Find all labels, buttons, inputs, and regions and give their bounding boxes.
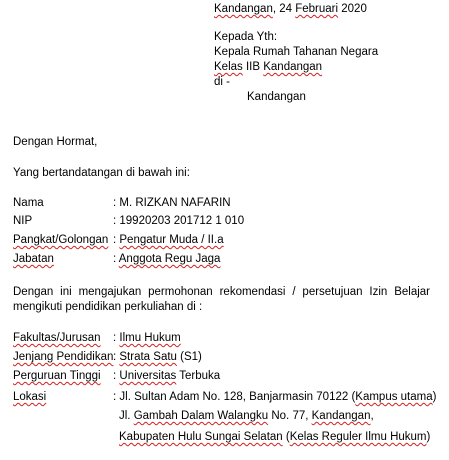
lokasi-line-3: Kabupaten Hulu Sungai Selatan (Kelas Reguler Ilmu Hukum) xyxy=(119,431,431,443)
fakultas-value: : Ilmu Hukum xyxy=(113,332,181,344)
jenjang-value: : Strata Satu (S1) xyxy=(113,351,202,363)
recipient-city: Kandangan xyxy=(247,91,306,103)
recipient-line-2: Kelas IIB Kandangan xyxy=(214,61,323,73)
jabatan-value: : Anggota Regu Jaga xyxy=(113,253,221,265)
recipient-di: di - xyxy=(214,76,230,88)
salutation: Dengan Hormat, xyxy=(13,136,98,148)
lokasi-line-1: : Jl. Sultan Adam No. 128, Banjarmasin 70122 (Kampus utama) xyxy=(113,391,437,403)
nama-value: : M. RIZKAN NAFARIN xyxy=(113,197,231,209)
recipient-line-1: Kepala Rumah Tahanan Negara xyxy=(214,46,379,58)
addressee-greeting: Kepada Yth: xyxy=(214,31,278,43)
nip-label: NIP xyxy=(13,215,33,227)
request-line-1: Dengan ini mengajukan permohonan rekomendasi / persetujuan Izin Belajar xyxy=(13,286,430,298)
nip-value: : 19920203 201712 1 010 xyxy=(113,215,245,227)
perguruan-label: Perguruan Tinggi xyxy=(13,370,101,382)
pangkat-value: : Pengatur Muda / II.a xyxy=(113,234,224,246)
lokasi-line-2: Jl. Gambah Dalam Walangku No. 77, Kandangan, xyxy=(119,410,374,422)
nama-label: Nama xyxy=(13,197,44,209)
request-line-2: mengikuti pendidikan perkuliahan di : xyxy=(13,301,203,313)
jabatan-label: Jabatan xyxy=(13,253,54,265)
fakultas-label: Fakultas/Jurusan xyxy=(13,332,101,344)
perguruan-value: : Universitas Terbuka xyxy=(113,370,221,382)
lokasi-label: Lokasi xyxy=(13,391,47,403)
jenjang-label: Jenjang Pendidikan xyxy=(13,351,114,363)
letter-date: Kandangan, 24 Februari 2020 xyxy=(214,3,367,15)
intro-sentence: Yang bertandatangan di bawah ini: xyxy=(13,167,190,179)
pangkat-label: Pangkat/Golongan xyxy=(13,234,109,246)
